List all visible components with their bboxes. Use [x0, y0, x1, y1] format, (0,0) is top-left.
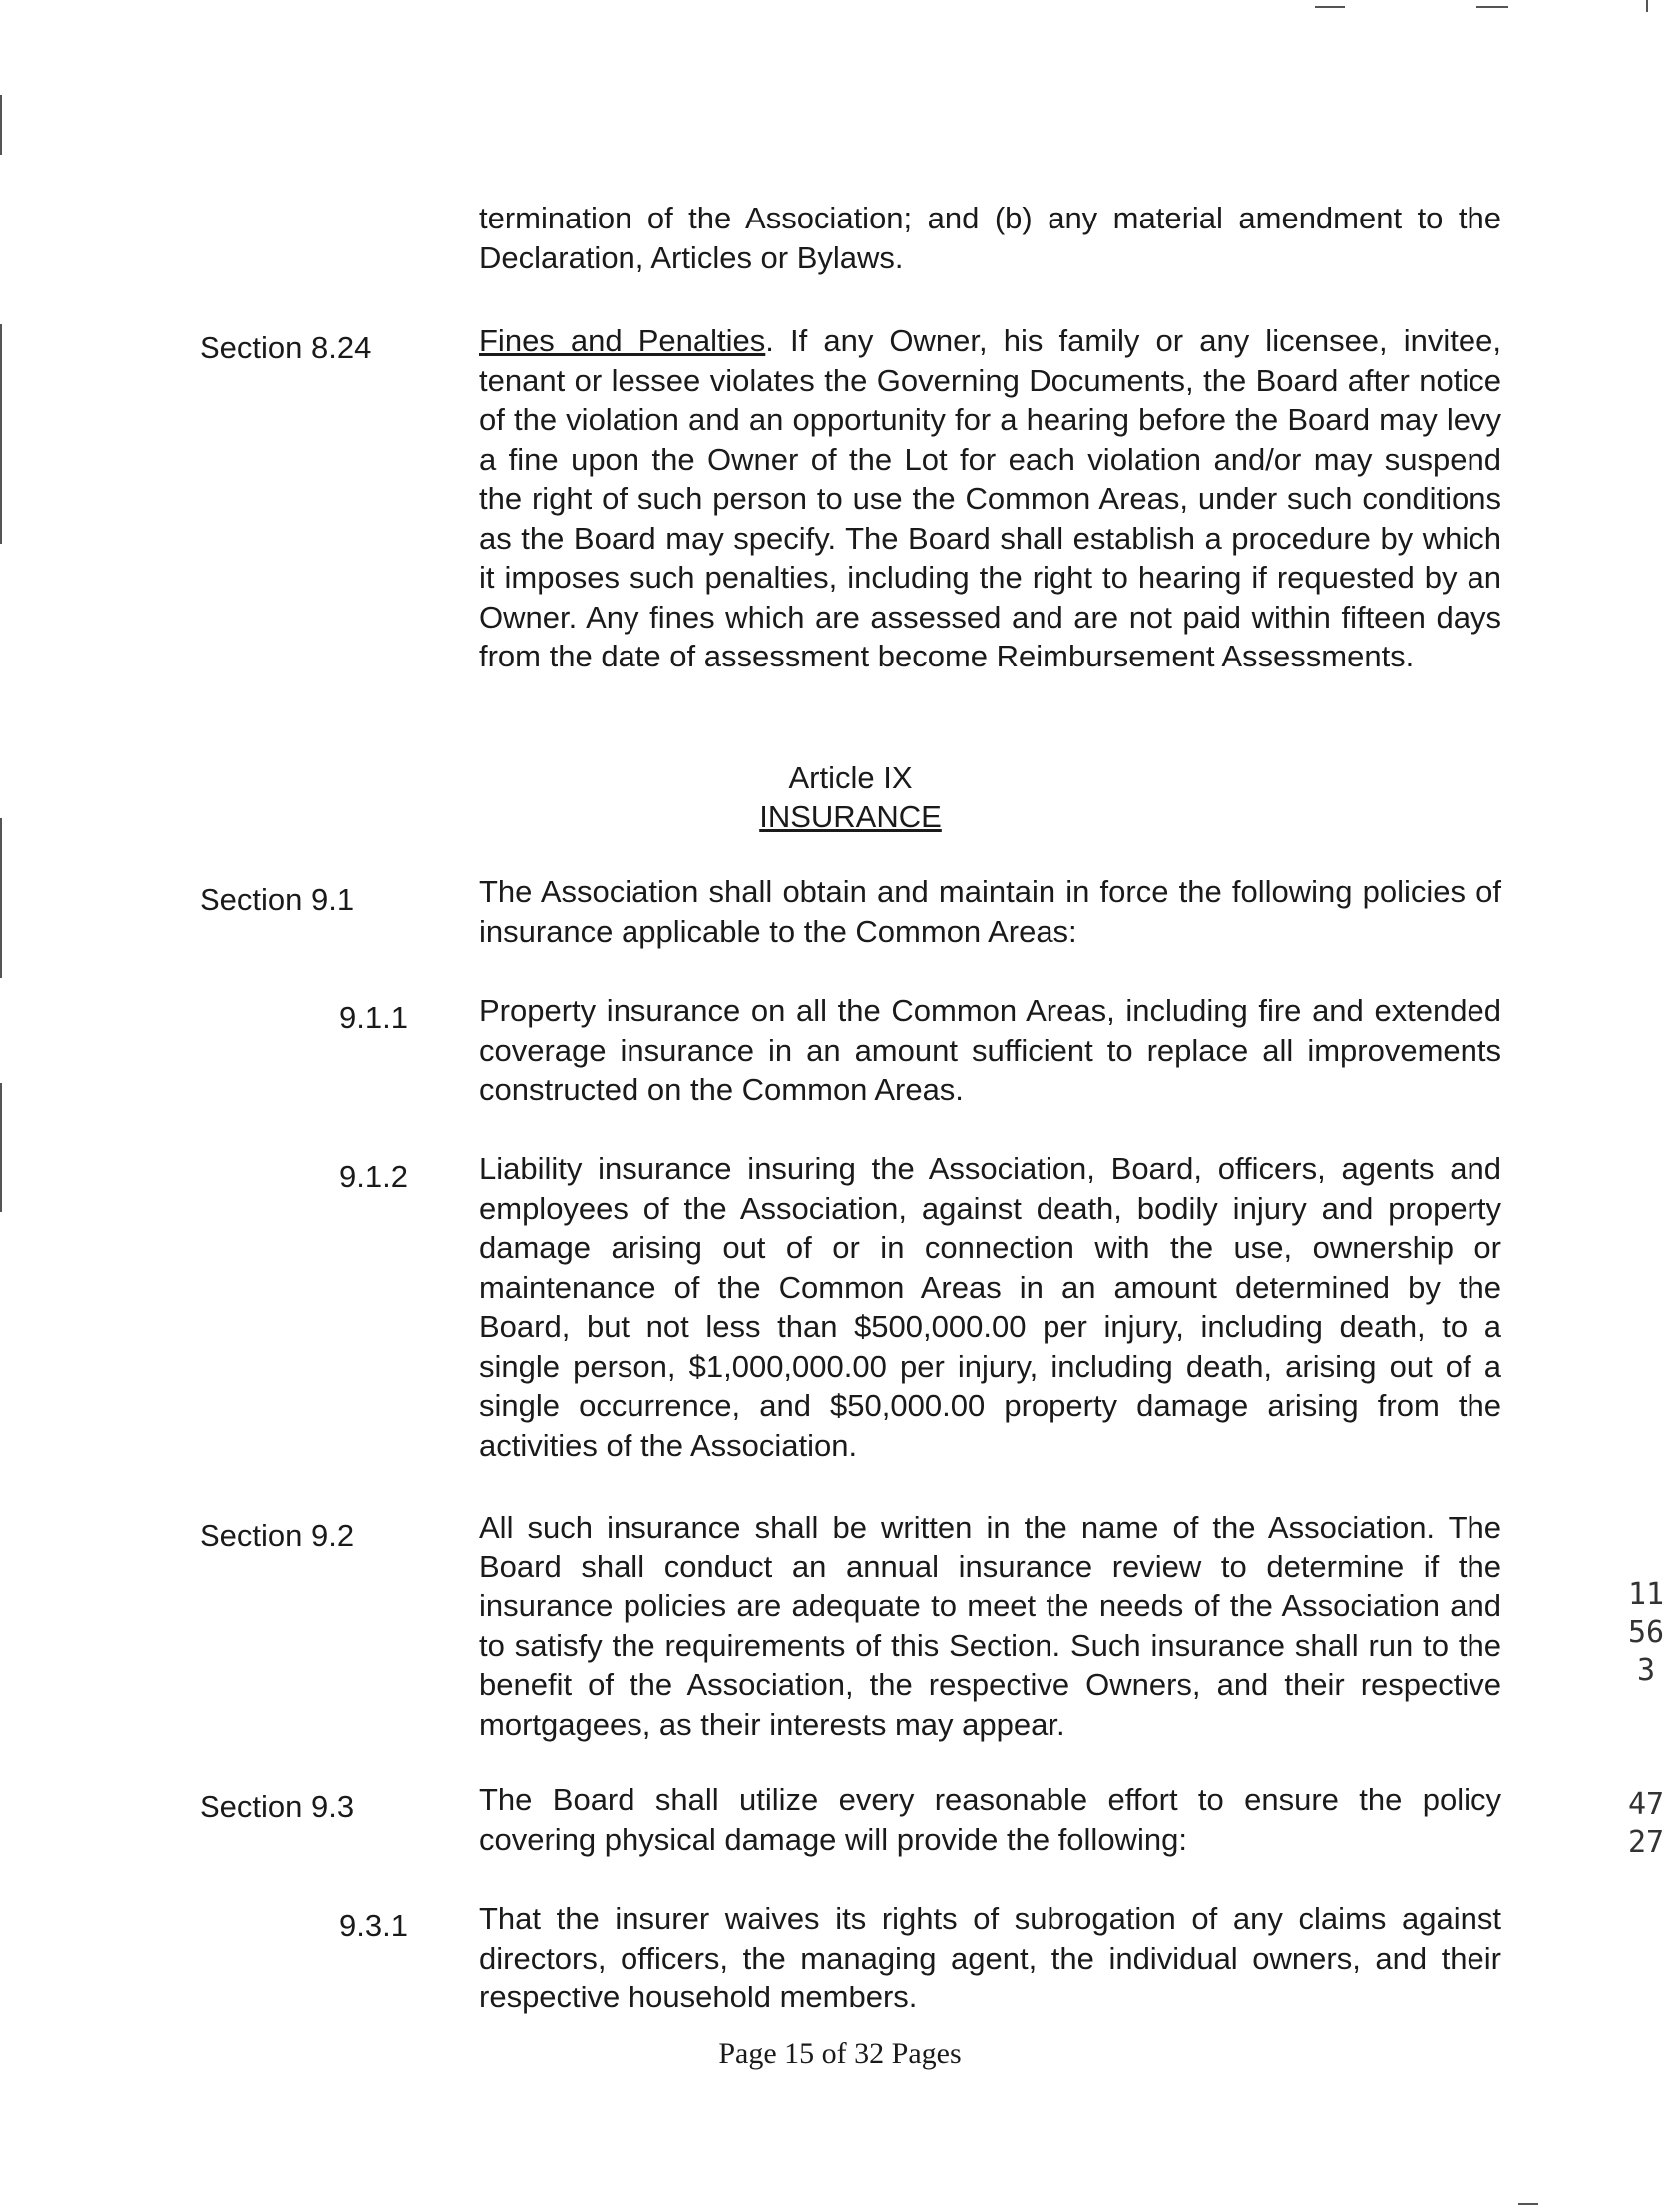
scan-mark [0, 1083, 2, 1212]
side-stamp-line1: 11563 [1627, 1577, 1665, 1688]
article-title: INSURANCE [759, 799, 942, 834]
subsection-label: 9.1.2 [339, 1159, 408, 1194]
article-title-wrap [479, 797, 1222, 837]
scan-mark [1646, 0, 1648, 12]
subsection-9-3-1-paragraph: That the insurer waives its rights of subrogation of any claims against directors, officers, the managing agent, the individual owners, and their respective household members. [479, 1901, 1501, 2014]
section-label: Section 9.3 [200, 1789, 355, 1824]
section-9-1-paragraph: The Association shall obtain and maintain in force the following policies of insurance applicable to the Common Areas: [479, 874, 1501, 949]
section-heading: Fines and Penalties [479, 323, 766, 358]
scan-mark [0, 818, 2, 978]
section-9-3-paragraph: The Board shall utilize every reasonable effort to ensure the policy covering physical damage will provide the following: [479, 1782, 1501, 1857]
scan-mark [0, 324, 2, 544]
article-number: Article IX [788, 760, 913, 795]
side-stamp-line2: 4727 [1627, 1787, 1665, 1860]
section-label: Section 9.2 [200, 1518, 355, 1552]
section-9-2-paragraph: All such insurance shall be written in the name of the Association. The Board shall conduct an annual insurance review to determine if the insurance policies are adequate to meet the needs of the Association and to satisfy the requirements of this Section. Such insurance shall run to the benefit of the Association, the respective Owners, and their respective mortgagees, as their interests may appear. [479, 1510, 1501, 1742]
scan-mark [1476, 6, 1508, 8]
section-text: . If any Owner, his family or any licensee, invitee, tenant or lessee violates the Governing Documents, the Board after notice of the violation and an opportunity for a hearing before the Board may levy a fine upon the Owner of the Lot for each violation and/or may suspend the right of such person to use the Common Areas, under such conditions as the Board may specify. The Board shall establish a procedure by which it imposes such penalties, including the right to hearing if requested by an Owner. Any fines which are assessed and are not paid within fifteen days from the date of assessment become Reimbursement Assessments. [479, 323, 1501, 673]
subsection-9-1-1-paragraph: Property insurance on all the Common Areas, including fire and extended coverage insurance in an amount sufficient to replace all improvements constructed on the Common Areas. [479, 993, 1501, 1106]
scan-mark [1315, 6, 1345, 8]
section-8-24-paragraph [479, 321, 1501, 676]
section-label: Section 8.24 [200, 330, 372, 365]
continuation-paragraph: termination of the Association; and (b) any material amendment to the Declaration, Articles or Bylaws. [479, 201, 1501, 275]
page-footer: Page 15 of 32 Pages [718, 2037, 962, 2070]
scan-mark [0, 95, 2, 155]
subsection-9-1-2-paragraph: Liability insurance insuring the Association, Board, officers, agents and employees of the Association, against death, bodily injury and property damage arising out of or in connection with the use, ownership or maintenance of the Common Areas in an amount determined by the Board, but not less than $500,000.00 per injury, including death, to a single person, $1,000,000.00 per injury, including death, arising out of a single occurrence, and $50,000.00 property damage arising from the activities of the Association. [479, 1151, 1501, 1463]
subsection-label: 9.3.1 [339, 1908, 408, 1943]
scan-mark [1518, 2203, 1538, 2205]
subsection-label: 9.1.1 [339, 1000, 408, 1035]
section-label: Section 9.1 [200, 882, 355, 917]
